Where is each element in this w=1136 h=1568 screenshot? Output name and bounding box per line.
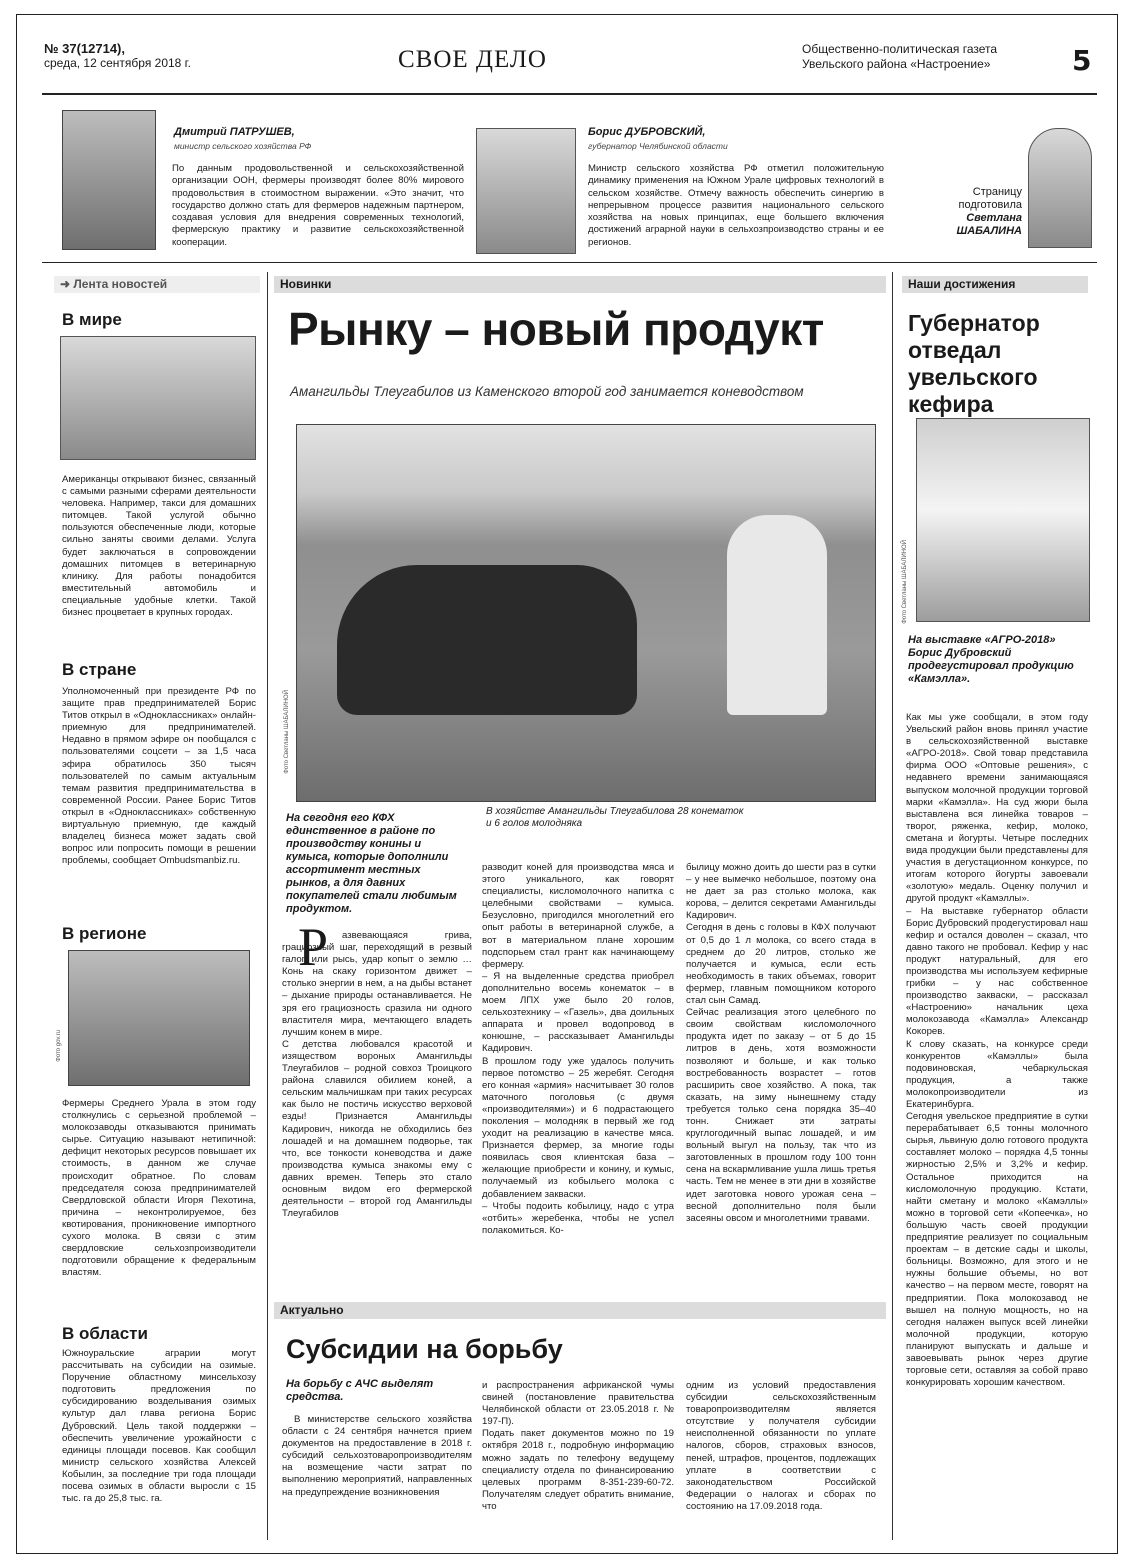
kefir-photo-credit: Фото Светланы ШАБАЛИНОЙ: [902, 540, 908, 624]
paper-name: Общественно-политическая газета Увельского района «Настроение»: [802, 42, 998, 71]
subsidies-col3: одним из условий предоставления субсидии сельскохозяйственным товаропроизводителям является отсутствие у получателя субсидии неисполненной обязанности по уплате налогов, сборов, страховых взносов, пеней, штрафов, процентов, подлежащих уплате в соответствии с законодательством Российской Федерации о налогах и сборах по состоянию на 17.09.2018 года.: [686, 1380, 876, 1512]
editor-credit: Страницу подготовила Светлана ШАБАЛИНА: [956, 186, 1022, 237]
kefir-headline: Губернатор отведал увельского кефира: [908, 310, 1040, 417]
header-rule: [42, 93, 1097, 95]
column-separator: [267, 272, 268, 1540]
camel-truck-photo: [60, 336, 256, 460]
patrushev-role: министр сельского хозяйства РФ: [174, 141, 312, 151]
main-headline: Рынку – новый продукт: [288, 303, 824, 355]
kefir-caption: На выставке «АГРО-2018» Борис Дубровский продегустировал продукцию «Камэлла».: [908, 634, 1074, 685]
horse-photo: [296, 424, 876, 802]
dubrovsky-quote: Министр сельского хозяйства РФ отметил положительную динамику применения на Южном Урале цифровых технологий в сельском хозяйстве. Отмечу важность обеспечить синергию в непрерывном процессе развития национального сельского хозяйства на новых принципах, еще большего включения достижений аграрной науки в сельхозпроизводство страны и ее регионов.: [588, 163, 884, 248]
oblast-text: Южноуральские аграрии могут рассчитывать на субсидии на озимые. Поручение областному минсельхозу подготовить предложения по субсидированию возделывания озимых культур дал глава региона Борис Дубровский. Цель такой поддержки – обеспечить увеличение урожайности с единицы площади посевов. Как сообщил министр сельского хозяйства Алексей Кобылин, за последние три года площади посева озимых в области выросли с 15 тыс. га до 25,8 тыс. га.: [62, 1348, 256, 1505]
column-separator: [892, 272, 893, 1540]
arrow-icon: ➜: [60, 277, 74, 291]
dubrovsky-role: губернатор Челябинской области: [588, 141, 728, 151]
achievements-bar: Наши достижения: [902, 276, 1088, 293]
subsidies-col2: и распространения африканской чумы свиней (постановление правительства Челябинской области от 23.05.2018 г. № 197-П). Подать пакет документов можно по 19 октября 2018 г., подробную информацию можно задать по телефону ведущему специалисту отдела по финансированию целевых программ 8-351-239-60-72. Получателям следует обратить внимание, что: [482, 1380, 674, 1512]
world-title: В мире: [62, 310, 122, 329]
quotes-rule: [42, 262, 1097, 263]
issue-number: № 37(12714),: [44, 41, 125, 56]
novelties-bar: Новинки: [274, 276, 886, 293]
main-col3: былицу можно доить до шести раз в сутки – у нее вымечко небольшое, поэтому она не дает за раз столько молока, как корова, – делится секретами Амангильды Кадирович. Сегодня в день с головы в КФХ получают от 0,5 до 1 л молока, со всего стада в среднем до 20 литров, столько же получается и кумыса, если есть необходимость в таких объемах, говорит фермер, главным помощником которого стал сын Самад. Сейчас реализация этого целебного по своим свойствам кисломолочного продукта идет по заказу – от 5 до 15 литров в день, хотя возможности позволяют и больше, и как только востребованность возрастет – готов расширить свое хозяйство. А пока, так сказать, на зиму нынешнему стаду требуется только сена порядка 35–40 тонн. Снижает эти затраты круглогодичный выпас лошадей, и им вольный выгул на пользу, так что из заготовленных в прошлом году 100 тонн сена на вскармливание ушла лишь третья часть. Тем не менее в эти дни в хозяйстве идет заготовка нового урожая сена – весной дополнительно поля были засеяны овсом и многолетними травами.: [686, 862, 876, 1224]
region-text: Фермеры Среднего Урала в этом году столкнулись с серьезной проблемой – молокозаводы отказываются принимать сырье. Ситуацию называют нетипичной: дефицит некоторых ресурсов повышает их стоимость, в данном же случае происходит обратное. По словам председателя союза предпринимателей Свердловской области Игоря Пехотина, причина – неконтролируемое, без квотирования, проникновение импортного сухого молока. В связи с этим свердловские сельхозпроизводители подготовили обращение к федеральным властям.: [62, 1098, 256, 1279]
region-title: В регионе: [62, 924, 147, 943]
main-subhead: Амангильды Тлеугабилов из Каменского второй год занимается коневодством: [290, 384, 804, 399]
main-photo-credit: Фото Светланы ШАБАЛИНОЙ: [284, 690, 290, 774]
section-title: СВОЕ ДЕЛО: [398, 46, 547, 73]
editor-portrait: [1028, 128, 1092, 248]
farmers-photo: [68, 950, 250, 1086]
patrushev-quote: По данным продовольственной и сельскохозяйственной организации ООН, фермеры производят более 80% мирового продовольствия в стоимостном выражении. «Это значит, что государство должно стать для фермеров надежным партнером, создавая условия для внедрения современных технологий, фермерскую практику и развитие сельскохозяйственной кооперации.: [172, 163, 464, 248]
region-photo-credit: Фото gov.ru: [56, 1030, 62, 1062]
news-feed-bar: ➜ Лента новостей: [54, 276, 260, 293]
kefir-text: Как мы уже сообщали, в этом году Увельский район вновь принял участие в сельскохозяйственной выставке «АГРО-2018». Свой товар представила фирма ООО «Оптовые решения», с недавнего времени занимающаяся выпуском молочной продукции торговой марки «Камэлла». На суд жюри была выставлена вся линейка товаров – творог, ряженка, кефир, молоко, сметана и йогурты. Четыре последних вида продукции были представлены для участия в дегустационном конкурсе, по итогам которого йогурты завоевали «золотую» медаль. Оценку получил и другой продукт «Камэллы». – На выставке губернатор области Борис Дубровский продегустировал наш кефир и остался доволен – сказал, что давно такого не пробовал. Кефир у нас продукт натуральный, для его производства мы используем кефирные грибки – у нас собственное производство закваски, – рассказал «Настроению» начальник цеха молокозавода «Камэлла» Александр Кокорев. К слову сказать, на конкурсе среди конкурентов «Камэллы» была подовиновская, чебаркульская продукция, а также молокопроизводители из Екатеринбурга. Сегодня увельское предприятие в сутки перерабатывает 6,5 тонны молочного сырья, львиную долю готового продукта составляет молоко – порядка 4,5 тонны жирностью 2,5% и 3,2% и кефир. Остальное приходится на кисломолочную продукцию. Кстати, найти сметану и молоко «Камэллы» можно в торговой сети «Копеечка», но большую часть своей продукции предприятие реализует по социальным проектам – в детские сады и школы, больницы. Возможно, для этого и не нужны большие объемы, но вот качество – на первом месте, говорят на предприятии. Пока молокозавод не вышел на полную мощность, но на сегодня налажен выпуск всей линейки молочной продукции, которую планируют выпускать и дальше и завоевывать рынок через другие торговые сети, оставляя за собой право конкурировать хорошим качеством.: [906, 712, 1088, 1389]
page-number: 5: [1072, 44, 1092, 77]
main-col2: разводит коней для производства мяса и этого уникального, как говорят специалисты, кисломолочного напитка с целебными свойствами – кумыса. Безусловно, пригодился многолетний его опыт работы в ветеринарной службе, а вот в материальном плане хорошим подспорьем стал грант как начинающему фермеру. – Я на выделенные средства приобрел дополнительно восемь конематок – в моем ЛПХ уже было 20 голов, сельхозтехнику – «Газель», два доильных аппарата и провел водопровод в конюшне, – рассказывает Амангильды Кадирович. В прошлом году уже удалось получить первое потомство – 25 жеребят. Сегодня его конная «армия» насчитывает 30 голов маточного поголовья (с двумя «производителями») и 6 подрастающего поколения – молодняк в первый же год уходит на реализацию в качестве мяса. Признается фермер, за многие годы появилась своя клиентская база – желающие приобрести и конину, и кумыс, получаемый из кобыльего молока с добавлением закваски. – Чтобы подоить кобылицу, надо с утра «отбить» жеребенка, чтобы не успел полакомиться. Ко-: [482, 862, 674, 1236]
main-lead: На сегодня его КФХ единственное в районе по производству конины и кумыса, которые дополнили ассортимент местных рынков, а для давних покупателей стали любимым продуктом.: [286, 812, 457, 915]
country-text: Уполномоченный при президенте РФ по защите прав предпринимателей Борис Титов открыл в «Одноклассниках» онлайн-приемную для предпринимателей. Недавно в прямом эфире он пообщался с пользователями соцсети – за 1,5 часа эфира обратилось 350 тысяч пользователей по самым актуальным темам развития предпринимательства в современной России. Ранее Борис Титов открыл в «Одноклассниках» собственную виртуальную приемную, где каждый владелец бизнеса может задать свой вопрос или попросить помощи в решении проблемы, сообщает Ombudsmanbiz.ru.: [62, 686, 256, 867]
issue-date: среда, 12 сентября 2018 г.: [44, 56, 191, 70]
dubrovsky-name: Борис ДУБРОВСКИЙ,: [588, 126, 706, 138]
issue-info: [44, 42, 191, 70]
actual-bar: Актуально: [274, 1302, 886, 1319]
patrushev-portrait: [62, 110, 156, 250]
photo-caption: В хозяйстве Амангильды Тлеугабилова 28 конематок и 6 голов молодняка: [486, 806, 744, 829]
dropcap: Р: [298, 917, 329, 977]
farmer-figure: [727, 515, 827, 715]
kefir-photo: [916, 418, 1090, 622]
world-text: Американцы открывают бизнес, связанный с самыми разными сферами деятельности человека. Например, такси для домашних питомцев. Такой услугой обычно пользуются обеспеченные люди, которые сильно заняты своими делами. Услуга будет заключаться в сопровождении домашних питомцев в ветеринарную клинику. Для работы понадобится вместительный автомобиль и специальные удобные клетки. Такой бизнес процветает в крупных городах.: [62, 474, 256, 619]
dubrovsky-portrait: [476, 128, 576, 254]
oblast-title: В области: [62, 1324, 148, 1343]
subsidies-lead: На борьбу с АЧС выделят средства.: [286, 1378, 434, 1403]
subsidies-col1: В министерстве сельского хозяйства области с 24 сентября начнется прием документов на предоставление в 2018 г. субсидий сельхозтоваропроизводителям на возмещение части затрат по выполнению мероприятий, направленных на предупреждение возникновения: [282, 1414, 472, 1498]
patrushev-name: Дмитрий ПАТРУШЕВ,: [174, 126, 295, 138]
country-title: В стране: [62, 660, 137, 679]
main-col1: азвевающаяся грива, грациозный шаг, переходящий в резвый галоп или рысь, удар копыт о землю … Конь на скаку горизонтом движет – столько энергии в нем, а на дыбы встанет – дыхание природы останавливается. Не зря его грациозность сразила ни одного властителя мира, мечтающего владеть лучшим конем в мире. С детства любовался красотой и изяществом вороных Амангильды Тлеугабилов – родной совхоз Троицкого района славился обилием коней, а сельским мальчишкам при таких ресурсах как было не постичь искусство верховой езды! Признается Амангильды Кадирович, никогда не обходились без лошадей и на домашнем подворье, так что, все тонкости коневодства и даже производства кумыса знакомы ему с давних времен. Теперь это стало основным видом его фермерской деятельности – второй год Амангильды Тлеугабилов: [282, 930, 472, 1220]
subsidies-headline: Субсидии на борьбу: [286, 1334, 563, 1364]
horse-figure: [337, 565, 637, 715]
